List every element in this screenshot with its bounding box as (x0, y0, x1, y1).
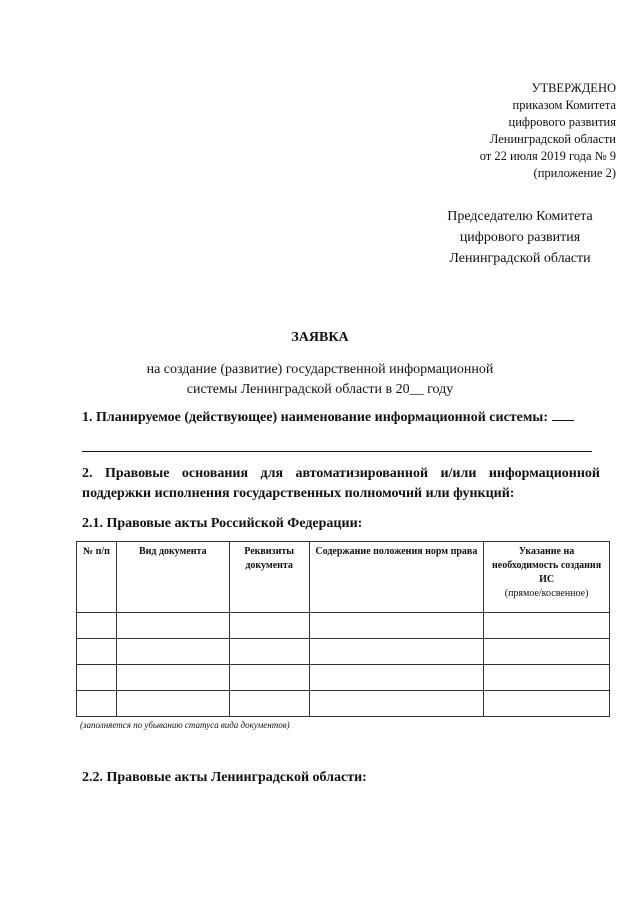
subtitle-line: системы Ленинградской области в 20__ году (186, 382, 454, 397)
table-cell[interactable] (77, 665, 117, 691)
table-header-row (77, 542, 610, 613)
approval-line: (приложение 2) (533, 166, 616, 180)
table-cell[interactable] (484, 665, 610, 691)
document-subtitle (0, 360, 640, 400)
table-cell[interactable] (116, 665, 229, 691)
table-cell[interactable] (309, 665, 484, 691)
table-cell[interactable] (77, 613, 117, 639)
addressee-block (440, 206, 600, 269)
table-cell[interactable] (77, 639, 117, 665)
section-1-label: 1. Планируемое (действующее) наименование информационной системы: (82, 410, 549, 425)
addressee-line: Председателю Комитета (447, 209, 593, 224)
approval-line: приказом Комитета (512, 98, 616, 112)
section-2-heading: 2. Правовые основания для автоматизированной и/или информационной поддержки исполнения государственных полномочий или функций: (82, 466, 600, 501)
approval-line: Ленинградской области (489, 132, 616, 146)
table-cell[interactable] (229, 639, 309, 665)
table-cell[interactable] (229, 613, 309, 639)
table-cell[interactable] (309, 691, 484, 717)
table-cell[interactable] (77, 691, 117, 717)
document-title: ЗАЯВКА (291, 330, 349, 345)
header-requisites: Реквизиты документа (229, 542, 309, 613)
table-cell[interactable] (116, 613, 229, 639)
section-1-heading (82, 408, 574, 426)
approval-stamp (480, 80, 616, 182)
header-necessity (484, 542, 610, 613)
header-number: № п/п (77, 542, 117, 613)
table-cell[interactable] (116, 691, 229, 717)
table-row (77, 639, 610, 665)
section-2-1-heading: 2.1. Правовые акты Российской Федерации: (82, 516, 363, 531)
subtitle-line: на создание (развитие) государственной информационной (146, 362, 494, 377)
table-cell[interactable] (484, 613, 610, 639)
table-cell[interactable] (229, 665, 309, 691)
table-cell[interactable] (116, 639, 229, 665)
header-necessity-label: Указание на необходимость создания ИС (492, 546, 602, 585)
table-row (77, 613, 610, 639)
header-necessity-note: (прямое/косвенное) (504, 588, 589, 599)
table-cell[interactable] (309, 639, 484, 665)
header-document-type: Вид документа (116, 542, 229, 613)
approval-line: цифрового развития (508, 115, 616, 129)
table-cell[interactable] (309, 613, 484, 639)
section-2-2-heading: 2.2. Правовые акты Ленинградской области: (82, 770, 367, 785)
header-content: Содержание положения норм права (309, 542, 484, 613)
table-footnote: (заполняется по убыванию статуса вида документов) (80, 720, 290, 730)
table-cell[interactable] (484, 639, 610, 665)
addressee-line: Ленинградской области (449, 251, 591, 266)
approval-line: УТВЕРЖДЕНО (531, 81, 616, 95)
approval-line: от 22 июля 2019 года № 9 (479, 149, 616, 163)
system-name-blank[interactable] (552, 408, 574, 421)
table-cell[interactable] (229, 691, 309, 717)
system-name-field-line[interactable] (82, 451, 592, 452)
addressee-line: цифрового развития (459, 230, 581, 245)
table-row (77, 691, 610, 717)
table-cell[interactable] (484, 691, 610, 717)
rf-legal-acts-table (76, 541, 610, 717)
table-row (77, 665, 610, 691)
